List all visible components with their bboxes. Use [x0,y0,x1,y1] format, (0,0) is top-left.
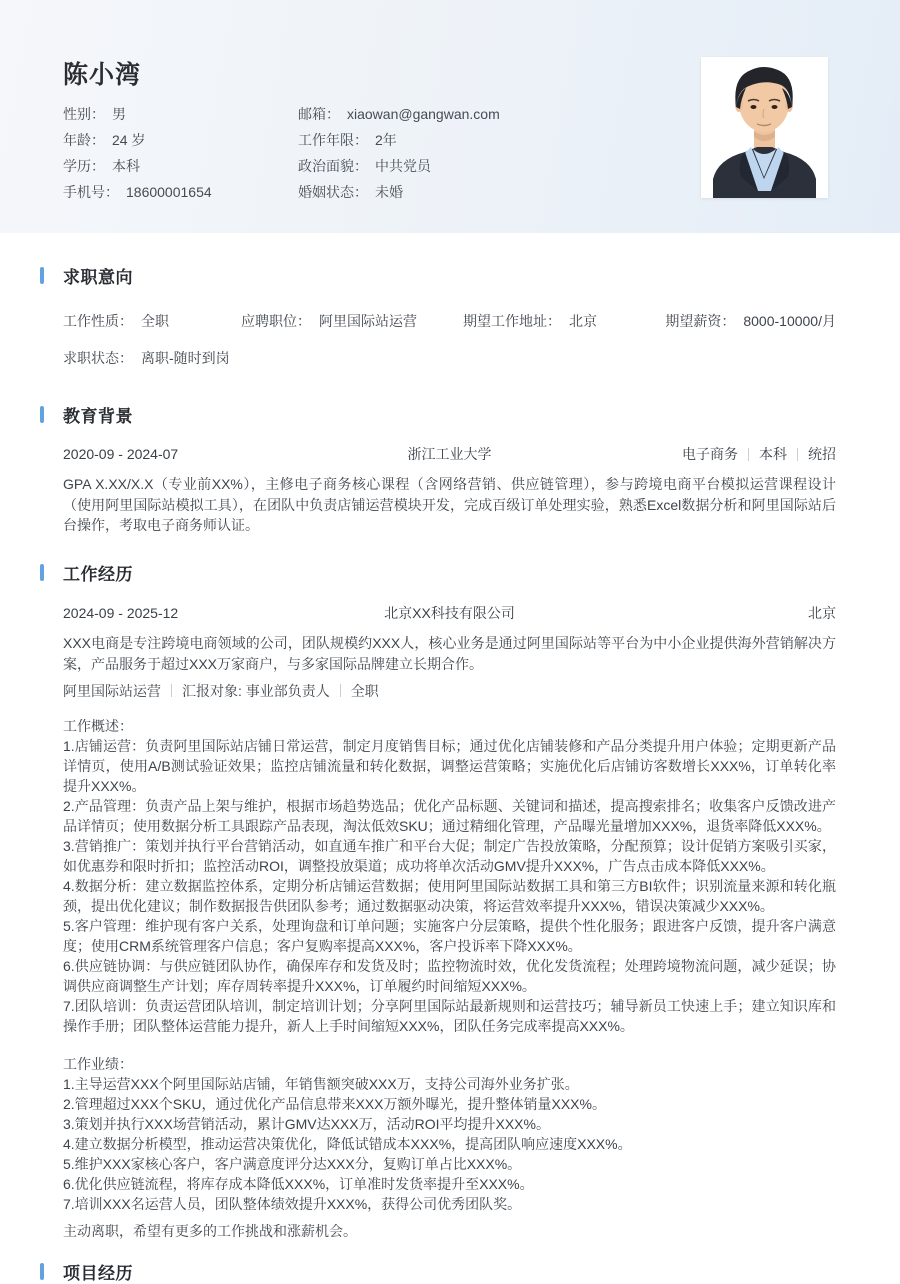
education-school: 浙江工业大学 [407,446,492,462]
field-value: 阿里国际站运营 [319,313,417,329]
job-intention-row [63,311,836,331]
duty-item: 6.供应链协调：与供应链团队协作，确保库存和发货及时；监控物流时效，优化发货流程；处理跨境物流问题，减少延误；协调供应商调整生产计划；库存周转率提升XXX%，订单履约时间缩短XXX%。 [63,957,836,994]
info-value: 2年 [375,132,397,148]
personal-info [63,101,500,205]
achievement-item: 1.主导运营XXX个阿里国际站店铺，年销售额突破XXX万，支持公司海外业务扩张。 [63,1075,579,1092]
duty-item: 3.营销推广：策划并执行平台营销活动，如直通车推广和平台大促；制定广告投放策略，分配预算；设计促销方案吸引买家，如优惠券和限时折扣；监控活动ROI，调整投放渠道；成功将单次活动GMV提升XXX%，广告点击成本降低XXX%。 [63,837,836,874]
work-role: 阿里国际站运营 [63,682,161,699]
section-accent-bar [40,564,44,581]
work-overview-label: 工作概述： [63,717,133,734]
info-age [63,127,298,153]
section-title-text: 项目经历 [63,1264,133,1283]
section-accent-bar [40,1263,44,1280]
work-entry-header [63,603,836,623]
info-political-status [298,153,500,179]
personal-info-left [63,101,298,205]
section-education [40,404,836,424]
info-value: 男 [112,106,126,122]
education-enroll-type: 统招 [808,446,836,462]
info-email [298,101,500,127]
id-photo [701,57,828,198]
info-value: 中共党员 [375,158,431,174]
work-city: 北京 [808,604,836,621]
info-value: xiaowan@gangwan.com [347,106,500,122]
field-target-position [241,311,463,331]
field-target-location [463,311,660,331]
leave-reason: 主动离职，希望有更多的工作挑战和涨薪机会。 [63,1222,357,1239]
field-job-status [63,348,836,368]
section-work-experience [40,563,836,583]
section-accent-bar [40,406,44,423]
info-value: 18600001654 [126,184,212,200]
info-label: 手机号： [63,184,119,200]
field-value: 北京 [569,313,597,329]
candidate-name: 陈小湾 [63,61,142,89]
info-value: 本科 [112,158,140,174]
field-expected-salary [660,311,836,331]
section-accent-bar [40,267,44,284]
work-role-line [63,681,836,701]
education-description: GPA X.XX/X.X（专业前XX%），主修电子商务核心课程（含网络营销、供应链管理），参与跨境电商平台模拟运营课程设计（使用阿里国际站模拟工具），在团队中负责店铺运营模块开发，完成百级订单处理实验，熟悉Excel数据分析和阿里国际站后台操作，考取电子商务师认证。 [63,476,836,533]
education-entry-header [63,444,836,464]
duty-item: 4.数据分析：建立数据监控体系，定期分析店铺运营数据；使用阿里国际站数据工具和第三方BI软件；识别流量来源和转化瓶颈，提出优化建议；制作数据报告供团队参考；通过数据驱动决策，将运营效率提升XXX%，错误决策减少XXX%。 [63,877,836,914]
work-period: 2024-09 - 2025-12 [63,604,179,621]
field-label: 求职状态： [63,350,133,366]
info-value: 24 岁 [112,132,146,148]
personal-info-right [298,101,500,205]
education-period: 2020-09 - 2024-07 [63,446,179,462]
field-value: 全职 [141,313,169,329]
field-value: 8000-10000/月 [743,313,836,329]
resume-body [0,265,900,1282]
field-label: 工作性质： [63,313,133,329]
section-title-text: 工作经历 [63,565,133,584]
achievement-item: 7.培训XXX名运营人员，团队整体绩效提升XXX%，获得公司优秀团队奖。 [63,1195,522,1212]
info-label: 工作年限： [298,132,368,148]
info-value: 未婚 [375,184,403,200]
duty-item: 5.客户管理：维护现有客户关系，处理询盘和订单问题；实施客户分层策略，提供个性化服务；跟进客户反馈，提升客户满意度；使用CRM系统管理客户信息；客户复购率提高XXX%，客户投诉率下降XXX%。 [63,917,836,954]
duty-item: 2.产品管理：负责产品上架与维护，根据市场趋势选品；优化产品标题、关键词和描述，提高搜索排名；收集客户反馈改进产品详情页；使用数据分析工具跟踪产品表现，淘汰低效SKU；通过精细化管理，产品曝光量增加XXX%，退货率降低XXX%。 [63,797,836,834]
field-label: 应聘职位： [241,313,311,329]
education-meta [616,444,836,464]
resume-header [0,0,900,233]
info-label: 政治面貌： [298,158,368,174]
info-education [63,153,298,179]
section-job-intention [40,265,836,285]
field-label: 期望工作地址： [463,313,561,329]
achievement-item: 6.优化供应链流程，将库存成本降低XXX%，订单准时发货率提升至XXX%。 [63,1175,534,1192]
field-value: 离职-随时到岗 [141,350,230,366]
section-title-text: 教育背景 [63,406,133,426]
work-job-type: 全职 [350,682,379,699]
work-overview-block [63,716,836,1036]
divider [171,684,172,697]
achievement-item: 2.管理超过XXX个SKU，通过优化产品信息带来XXX万额外曝光，提升整体销量XXX%。 [63,1095,606,1112]
info-label: 婚姻状态： [298,184,368,200]
work-report-to: 汇报对象: 事业部负责人 [182,682,330,699]
education-degree: 本科 [759,446,787,462]
info-work-years [298,127,500,153]
duty-item: 1.店铺运营：负责阿里国际站店铺日常运营，制定月度销售目标；通过优化店铺装修和产品分类提升用户体验；定期更新产品详情页，使用A/B测试验证效果；监控店铺流量和转化数据，调整运营策略；实施优化后店铺访客数增长XXX%，订单转化率提升XXX%。 [63,737,836,794]
info-marital-status [298,179,500,205]
education-major: 电子商务 [682,446,738,462]
section-project-experience [40,1262,836,1282]
company-intro: XXX电商是专注跨境电商领域的公司，团队规模约XXX人，核心业务是通过阿里国际站等平台为中小企业提供海外营销解决方案，产品服务于超过XXX万家商户，与多家国际品牌建立长期合作。 [63,634,836,672]
achievement-item: 5.维护XXX家核心客户，客户满意度评分达XXX分，复购订单占比XXX%。 [63,1155,522,1172]
divider [797,448,798,461]
achievement-item: 4.建立数据分析模型，推动运营决策优化，降低试错成本XXX%，提高团队响应速度XXX%。 [63,1135,632,1152]
info-phone [63,179,298,205]
work-company: 北京XX科技有限公司 [384,604,515,621]
work-achievements-label: 工作业绩： [63,1055,133,1072]
field-job-nature [63,311,241,331]
divider [340,684,341,697]
section-title-text: 求职意向 [63,267,133,287]
achievement-item: 3.策划并执行XXX场营销活动，累计GMV达XXX万，活动ROI平均提升XXX%。 [63,1115,550,1132]
field-label: 期望薪资： [665,313,736,329]
info-label: 学历： [63,158,105,174]
work-achievements-block [63,1054,836,1214]
info-label: 性别： [63,106,105,122]
divider [748,448,749,461]
info-label: 邮箱： [298,106,340,122]
info-label: 年龄： [63,132,105,148]
info-gender [63,101,298,127]
duty-item: 7.团队培训：负责运营团队培训，制定培训计划；分享阿里国际站最新规则和运营技巧；辅导新员工快速上手；建立知识库和操作手册；团队整体运营能力提升，新人上手时间缩短XXX%，团队任务完成率提高XXX%。 [63,997,836,1034]
